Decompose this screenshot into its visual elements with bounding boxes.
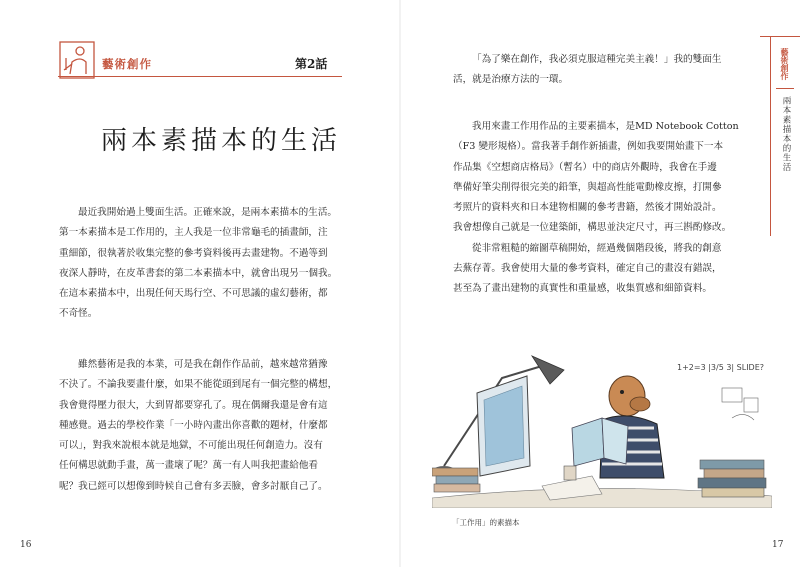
page-number-left: 16 — [20, 540, 32, 550]
text-line: 活，就是治療方法的一環。 — [453, 74, 569, 86]
chapter-number: 第2話 — [295, 57, 328, 71]
text-line: 最近我開始過上雙面生活。正確來說，是兩本素描本的生活。 — [78, 207, 338, 218]
text-line: 夜深人靜時，在皮革書套的第二本素描本中，就會出現另一個我。 — [59, 267, 338, 279]
side-tab-category: 藝術創作 — [780, 48, 790, 80]
illustration-caption: 「工作用」的素描本 — [452, 518, 520, 527]
sketchbook-illustration — [432, 348, 772, 508]
chapter-rule — [58, 76, 342, 77]
text-line: 第一本素描本是工作用的，主人我是一位非常龜毛的插畫師，注 — [59, 227, 328, 239]
side-tab-rule — [770, 36, 771, 236]
text-line: 在這本素描本中，出現任何天馬行空、不可思議的虛幻藝術，都 — [59, 288, 328, 300]
text-line: （F3 變形規格）。當我著手創作新插畫，例如我要開始畫下一本 — [453, 141, 724, 153]
side-tab-title: 兩本素描本的生活 — [781, 96, 791, 172]
side-tab-top-rule — [760, 36, 800, 37]
text-line: 我會想像自己就是一位建築師，構思並決定尺寸，再三斟酌修改。 — [453, 222, 732, 234]
text-line: 考照片的資料夾和日本建物相關的參考書籍，然後才開始設計。 — [453, 202, 722, 214]
text-line: 不奇怪。 — [59, 308, 98, 320]
text-line: 「為了樂在創作，我必須克服這種完美主義！」我的雙面生 — [472, 54, 722, 65]
text-line: 重細節，很執著於收集完整的參考資料後再去畫建物。不過等到 — [59, 247, 328, 259]
chapter-label: 藝術創作 — [102, 57, 152, 71]
left-paragraph-2 — [59, 355, 337, 497]
text-line: 任何構思就動手畫，萬一畫壞了呢？萬一有人叫我把畫給他看 — [59, 460, 319, 472]
chapter-title: 兩本素描本的生活 — [101, 126, 342, 156]
right-paragraph-1 — [453, 50, 721, 91]
text-line: 我會覺得壓力很大，大到胃都要穿孔了。現在偶爾我還是會有這 — [59, 399, 328, 411]
text-line: 準備好筆尖削得很完美的鉛筆，與超高性能電動橡皮擦，打開參 — [453, 181, 722, 193]
text-line: 從非常粗糙的縮圖草稿開始，經過幾個階段後，將我的創意 — [472, 242, 722, 254]
text-line: 不決了。不論我要畫什麼，如果不能從頭到尾有一個完整的構想， — [59, 379, 338, 391]
text-line: 雖然藝術是我的本業，可是我在創作作品前，越來越常猶豫 — [78, 359, 328, 370]
side-tab-divider — [776, 88, 794, 89]
page-number-right: 17 — [772, 540, 784, 550]
text-line: 去蕪存菁。我會使用大量的參考資料，確定自己的畫沒有錯誤， — [453, 263, 722, 275]
text-line: 種感覺。過去的學校作業「一小時內畫出你喜歡的題材，什麼都 — [59, 419, 328, 431]
left-paragraph-1 — [59, 203, 337, 325]
text-line: 甚至為了畫出建物的真實性和重量感，收集質感和細節資料。 — [453, 283, 713, 295]
text-line: 作品集《空想商店格局》（暫名）中的商店外觀時，我會在手邊 — [453, 161, 717, 173]
text-line: 可以」，對我來說根本就是地獄，不可能出現任何創造力。沒有 — [59, 440, 323, 452]
right-paragraph-2 — [453, 117, 739, 300]
illustration-note: 1+2=3 |3/5 3| SLIDE? — [677, 363, 765, 372]
text-line: 呢？我已經可以想像到時候自己會有多丟臉，會多討厭自己了。 — [59, 480, 328, 492]
artist-icon — [58, 40, 96, 80]
text-line: 我用來畫工作用作品的主要素描本，是MD Notebook Cotton — [472, 121, 739, 132]
